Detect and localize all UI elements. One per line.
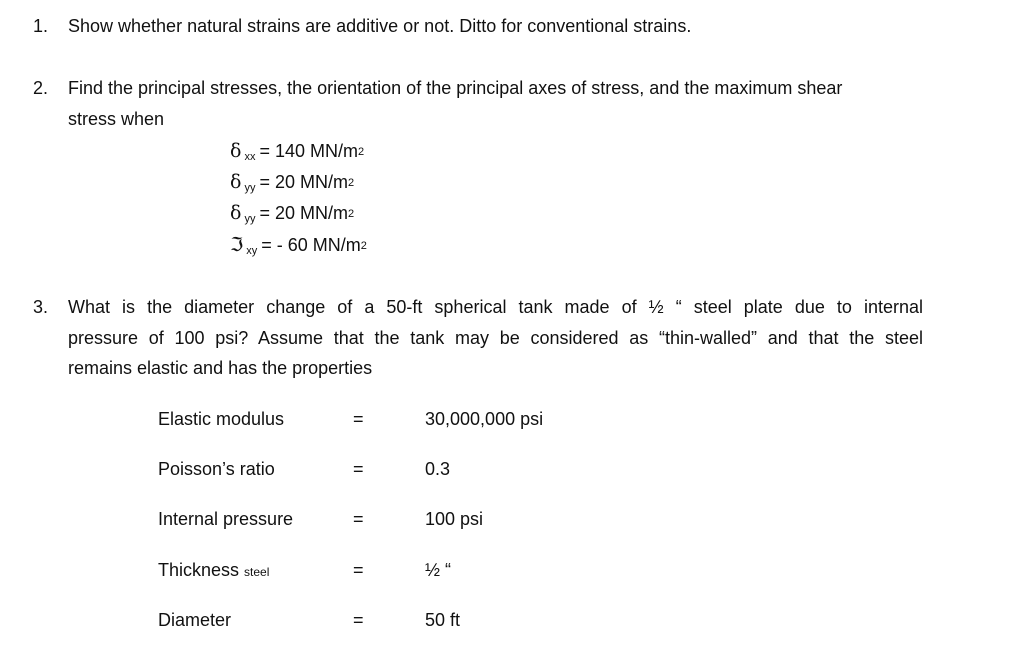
equation-text: = 20 MN/m (259, 203, 348, 223)
equation-text: = - 60 MN/m (261, 235, 361, 255)
question-text: remains elastic and has the properties (68, 358, 373, 378)
subscript: yy (244, 213, 256, 225)
superscript: 2 (347, 177, 355, 189)
property-label (158, 560, 269, 581)
sigma-symbol: δ (230, 171, 242, 193)
question-text: pressure of 100 psi? Assume that the tank may be considered as “thin-walled” and that the steel (68, 328, 923, 348)
subscript: xy (246, 245, 258, 257)
equals-sign: = (353, 409, 364, 429)
equals-sign: = (353, 610, 364, 630)
property-row (0, 409, 1015, 435)
question-number: 3. (33, 297, 49, 317)
property-label: Internal pressure (158, 509, 294, 529)
subscript: xx (244, 151, 256, 163)
question-text: stress when (68, 109, 165, 129)
tau-symbol: ℑ (230, 234, 244, 256)
superscript: 2 (347, 208, 355, 220)
property-label-text: Thickness (158, 560, 240, 580)
stress-equation (230, 202, 354, 224)
property-label: Elastic modulus (158, 409, 285, 429)
property-value: 30,000,000 psi (425, 409, 544, 429)
question-number: 2. (33, 78, 49, 98)
question-text: Find the principal stresses, the orientation of the principal axes of stress, and the maximum shear (68, 78, 843, 98)
property-label: Poisson’s ratio (158, 459, 275, 479)
property-value: ½ “ (425, 560, 452, 580)
property-label: Diameter (158, 610, 232, 630)
equation-text: = 140 MN/m (259, 141, 358, 161)
stress-equation (230, 171, 354, 193)
subscript: yy (244, 182, 256, 194)
superscript: 2 (360, 240, 367, 252)
sigma-symbol: δ (230, 140, 242, 162)
shear-equation (230, 234, 367, 256)
superscript: 2 (358, 146, 365, 158)
question-text: What is the diameter change of a 50-ft spherical tank made of ½ “ steel plate due to internal (68, 297, 923, 317)
equals-sign: = (353, 509, 364, 529)
property-row (0, 610, 1015, 636)
question-text: Show whether natural strains are additive or not. Ditto for conventional strains. (68, 16, 692, 36)
property-row (0, 459, 1015, 485)
equals-sign: = (353, 459, 364, 479)
equation-text: = 20 MN/m (259, 172, 348, 192)
property-value: 0.3 (425, 459, 451, 479)
equals-sign: = (353, 560, 364, 580)
sigma-symbol: δ (230, 202, 242, 224)
property-row (0, 560, 1015, 586)
question-number: 1. (33, 16, 49, 36)
property-value: 100 psi (425, 509, 484, 529)
property-row (0, 509, 1015, 535)
property-value: 50 ft (425, 610, 461, 630)
stress-equation (230, 140, 364, 162)
property-label-subscript: steel (244, 565, 270, 579)
